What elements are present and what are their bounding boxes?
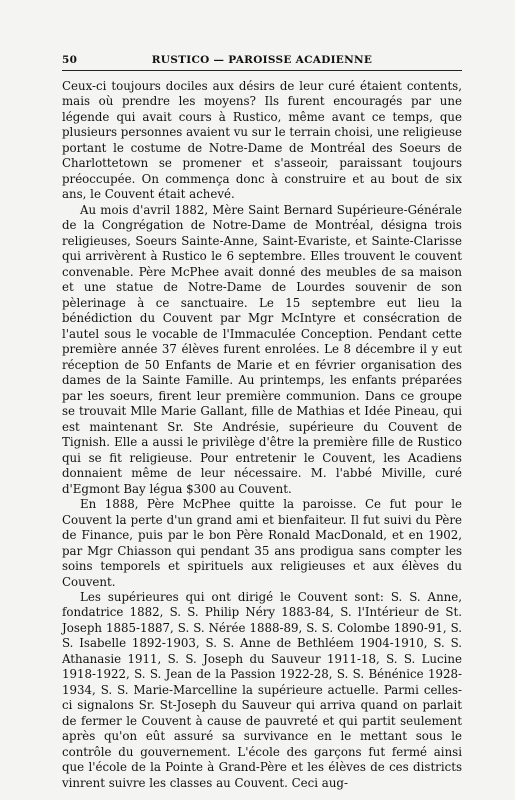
running-head [62, 54, 462, 68]
page-body [62, 79, 462, 791]
page-number: 50 [62, 54, 78, 66]
running-title: RUSTICO — PAROISSE ACADIENNE [151, 54, 373, 66]
paragraph-4: Les supérieures qui ont dirigé le Couvent sont: S. S. Anne, fondatrice 1882, S. S. Philip Néry 1883-84, S. l'Intérieur de St. Joseph 1885-1887, S. S. Nérée 1888-89, S. S. Colombe 1890-91, S. S. Isabelle 1892-1903, S. S. Anne de Bethléem 1904-1910, S. S. Athanasie 1911, S. S. Joseph du Sauveur 1911-18, S. S. Lucine 1918-1922, S. S. Jean de la Passion 1922-28, S. S. Bénénice 1928-1934, S. S. Marie-Marcelline la supérieure actuelle. Parmi celles-ci signalons Sr. St-Joseph du Sauveur qui arriva quand on parlait de fermer le Couvent à cause de pauvreté et qui partit seulement après qu'on eût assuré sa survivance en le mettant sous le contrôle du gouvernement. L'école des garçons fut fermé ainsi que l'école de la Pointe à Grand-Père et les élèves de ces districts vinrent suivre les classes au Couvent. Ceci aug- [62, 589, 462, 790]
header-rule [62, 70, 462, 71]
paragraph-3: En 1888, Père McPhee quitte la paroisse. Ce fut pour le Couvent la perte d'un grand ami et bienfaiteur. Il fut suivi du Père de Finance, puis par le bon Père Ronald MacDonald, et en 1902, par Mgr Chiasson qui pendant 35 ans prodigua sans compter les soins temporels et spirituels aux religieuses et aux élèves du Couvent. [62, 497, 462, 589]
paragraph-2: Au mois d'avril 1882, Mère Saint Bernard Supérieure-Générale de la Congrégation de Notre-Dame de Montréal, désigna trois religieuses, Soeurs Sainte-Anne, Saint-Evariste, et Sainte-Clarisse qui arrivèrent à Rustico le 6 septembre. Elles trouvent le couvent convenable. Père McPhee avait donné des meubles de sa maison et une statue de Notre-Dame de Lourdes souvenir de son pèlerinage à ce sanctuaire. Le 15 septembre eut lieu la bénédiction du Couvent par Mgr McIntyre et consécration de l'autel sous le vocable de l'Immaculée Conception. Pendant cette première année 37 élèves furent enrolées. Le 8 décembre il y eut réception de 50 Enfants de Marie et en février organisation des dames de la Sainte Famille. Au printemps, les enfants préparées par les soeurs, firent leur première communion. Dans ce groupe se trouvait Mlle Marie Gallant, fille de Mathias et Idée Pineau, qui est maintenant Sr. Ste Andrésie, supérieure du Couvent de Tignish. Elle a aussi le privilège d'être la première fille de Rustico qui se fit religieuse. Pour entretenir le Couvent, les Acadiens donnaient même de leur nécessaire. M. l'abbé Miville, curé d'Egmont Bay légua $300 au Couvent. [62, 202, 462, 496]
paragraph-1: Ceux-ci toujours dociles aux désirs de leur curé étaient contents, mais où prendre les moyens? Ils furent encouragés par une légende qui avait cours à Rustico, même avant ce temps, que plusieurs personnes avaient vu sur le terrain choisi, une religieuse portant le costume de Notre-Dame de Montréal des Soeurs de Charlottetown se promener et s'asseoir, paraissant toujours préoccupée. On commença donc à construire et au bout de six ans, le Couvent était achevé. [62, 79, 462, 202]
